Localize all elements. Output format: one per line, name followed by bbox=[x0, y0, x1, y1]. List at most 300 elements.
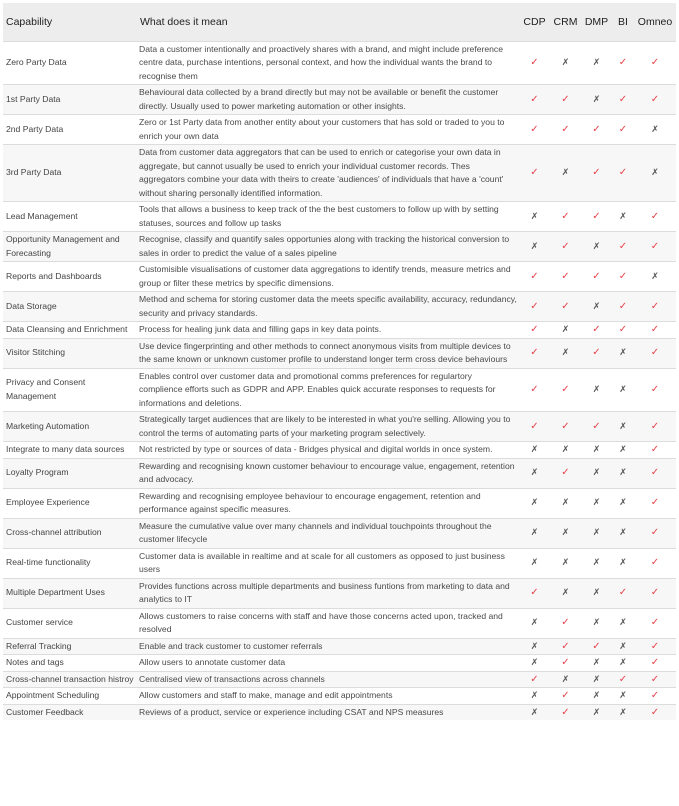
capability-name: Customer Feedback bbox=[3, 704, 137, 720]
table-row bbox=[3, 704, 676, 720]
cdp-cell bbox=[519, 85, 550, 115]
header-row bbox=[3, 3, 676, 41]
capability-description: Data from customer data aggregators that can be used to enrich or categorise your own data in aggregate, but cannot usually be used to enrich your individual customer records. Thes aggregators combine your data with theirs to create 'audiences' of individuals that have a 'count' without sharing personally identified information. bbox=[137, 145, 519, 202]
header-bi: BI bbox=[612, 3, 634, 41]
omneo-cell bbox=[634, 232, 676, 262]
dmp-cell bbox=[581, 202, 612, 232]
cdp-cell bbox=[519, 704, 550, 720]
capability-name: Cross-channel attribution bbox=[3, 518, 137, 548]
check-mark-icon: ✓ bbox=[650, 706, 660, 718]
crm-cell bbox=[550, 202, 581, 232]
omneo-cell bbox=[634, 322, 676, 339]
check-mark-icon: ✓ bbox=[530, 123, 539, 135]
omneo-cell bbox=[634, 145, 676, 202]
dmp-cell bbox=[581, 145, 612, 202]
cross-mark-icon: ✗ bbox=[592, 557, 601, 568]
omneo-cell bbox=[634, 85, 676, 115]
bi-cell bbox=[612, 442, 634, 459]
table-row bbox=[3, 338, 676, 368]
cross-mark-icon: ✗ bbox=[530, 617, 539, 628]
table-row bbox=[3, 578, 676, 608]
omneo-cell bbox=[634, 202, 676, 232]
capability-name: Referral Tracking bbox=[3, 638, 137, 655]
dmp-cell bbox=[581, 322, 612, 339]
capability-name: Opportunity Management and Forecasting bbox=[3, 232, 137, 262]
cross-mark-icon: ✗ bbox=[592, 57, 601, 67]
cdp-cell bbox=[519, 638, 550, 655]
cdp-cell bbox=[519, 145, 550, 202]
cross-mark-icon: ✗ bbox=[651, 270, 659, 281]
check-mark-icon: ✓ bbox=[650, 57, 660, 68]
capability-description: Centralised view of transactions across channels bbox=[137, 671, 519, 688]
cross-mark-icon: ✗ bbox=[592, 497, 601, 508]
check-mark-icon: ✓ bbox=[592, 210, 601, 222]
cross-mark-icon: ✗ bbox=[592, 673, 601, 684]
check-mark-icon: ✓ bbox=[592, 167, 601, 179]
omneo-cell bbox=[634, 488, 676, 518]
capability-name: 3rd Party Data bbox=[3, 145, 137, 202]
check-mark-icon: ✓ bbox=[650, 640, 660, 652]
table-row bbox=[3, 638, 676, 655]
crm-cell bbox=[550, 368, 581, 412]
cdp-cell bbox=[519, 518, 550, 548]
check-mark-icon: ✓ bbox=[650, 444, 660, 455]
cross-mark-icon: ✗ bbox=[592, 527, 601, 538]
dmp-cell bbox=[581, 338, 612, 368]
check-mark-icon: ✓ bbox=[650, 657, 660, 668]
capability-name: Customer service bbox=[3, 608, 137, 638]
check-mark-icon: ✓ bbox=[618, 324, 628, 335]
table-row bbox=[3, 671, 676, 688]
check-mark-icon: ✓ bbox=[561, 123, 570, 135]
check-mark-icon: ✓ bbox=[618, 167, 628, 179]
check-mark-icon: ✓ bbox=[650, 347, 660, 359]
check-mark-icon: ✓ bbox=[530, 673, 539, 685]
cross-mark-icon: ✗ bbox=[592, 444, 601, 454]
capability-name: Zero Party Data bbox=[3, 41, 137, 85]
cross-mark-icon: ✗ bbox=[561, 673, 570, 684]
cdp-cell bbox=[519, 41, 550, 85]
check-mark-icon: ✓ bbox=[530, 270, 539, 282]
capability-description: Rewarding and recognising employee behaviour to encourage engagement, retention and performance against specific measures. bbox=[137, 488, 519, 518]
cross-mark-icon: ✗ bbox=[530, 444, 539, 454]
table-row bbox=[3, 688, 676, 705]
capability-name: Multiple Department Uses bbox=[3, 578, 137, 608]
dmp-cell bbox=[581, 85, 612, 115]
cross-mark-icon: ✗ bbox=[530, 557, 539, 568]
crm-cell bbox=[550, 578, 581, 608]
check-mark-icon: ✓ bbox=[650, 467, 660, 479]
cross-mark-icon: ✗ bbox=[561, 557, 570, 568]
capability-name: Appointment Scheduling bbox=[3, 688, 137, 705]
crm-cell bbox=[550, 638, 581, 655]
crm-cell bbox=[550, 115, 581, 145]
capability-description: Strategically target audiences that are likely to be interested in what you're selling. Allowing you to control the terms of automating parts of your marketing program selectively. bbox=[137, 412, 519, 442]
capability-description: Allow customers and staff to make, manage and edit appointments bbox=[137, 688, 519, 705]
capability-description: Customer data is available in realtime and at scale for all customers as opposed to just business users bbox=[137, 548, 519, 578]
cross-mark-icon: ✗ bbox=[592, 690, 601, 700]
dmp-cell bbox=[581, 608, 612, 638]
cross-mark-icon: ✗ bbox=[530, 210, 539, 221]
check-mark-icon: ✓ bbox=[592, 347, 601, 359]
comparison-table-container bbox=[3, 3, 676, 720]
omneo-cell bbox=[634, 412, 676, 442]
cdp-cell bbox=[519, 688, 550, 705]
table-header bbox=[3, 3, 676, 41]
cdp-cell bbox=[519, 322, 550, 339]
check-mark-icon: ✓ bbox=[561, 384, 570, 395]
capability-comparison-table bbox=[3, 3, 676, 720]
capability-description: Rewarding and recognising known customer behaviour to encourage value, engagement, retention and advocacy. bbox=[137, 458, 519, 488]
bi-cell bbox=[612, 412, 634, 442]
crm-cell bbox=[550, 548, 581, 578]
dmp-cell bbox=[581, 115, 612, 145]
capability-description: Zero or 1st Party data from another entity about your customers that has sold or traded to you to enrich your own data bbox=[137, 115, 519, 145]
check-mark-icon: ✓ bbox=[618, 673, 628, 685]
capability-description: Allow users to annotate customer data bbox=[137, 655, 519, 672]
cdp-cell bbox=[519, 368, 550, 412]
capability-description: Reviews of a product, service or experience including CSAT and NPS measures bbox=[137, 704, 519, 720]
check-mark-icon: ✓ bbox=[561, 270, 570, 282]
cdp-cell bbox=[519, 292, 550, 322]
omneo-cell bbox=[634, 368, 676, 412]
check-mark-icon: ✓ bbox=[530, 347, 539, 359]
omneo-cell bbox=[634, 41, 676, 85]
capability-description: Recognise, classify and quantify sales opportunies along with tracking the historical conversion to sales in order to predict the value of a sales pipeline bbox=[137, 232, 519, 262]
cross-mark-icon: ✗ bbox=[561, 57, 570, 67]
cross-mark-icon: ✗ bbox=[651, 123, 659, 134]
cross-mark-icon: ✗ bbox=[561, 527, 570, 538]
bi-cell bbox=[612, 145, 634, 202]
capability-name: Lead Management bbox=[3, 202, 137, 232]
check-mark-icon: ✓ bbox=[561, 690, 570, 701]
check-mark-icon: ✓ bbox=[561, 657, 570, 668]
capability-description: Not restricted by type or sources of data - Bridges physical and digital worlds in once system. bbox=[137, 442, 519, 459]
check-mark-icon: ✓ bbox=[592, 420, 601, 432]
dmp-cell bbox=[581, 655, 612, 672]
check-mark-icon: ✓ bbox=[650, 617, 660, 629]
check-mark-icon: ✓ bbox=[561, 706, 570, 718]
cross-mark-icon: ✗ bbox=[561, 587, 570, 598]
capability-description: Use device fingerprinting and other methods to connect anonymous visits from multiple devices to the same known or unknown customer profile to understand longer term cross device behaviours bbox=[137, 338, 519, 368]
cross-mark-icon: ✗ bbox=[619, 384, 627, 394]
table-row bbox=[3, 202, 676, 232]
header-dmp: DMP bbox=[581, 3, 612, 41]
table-row bbox=[3, 145, 676, 202]
capability-name: Visitor Stitching bbox=[3, 338, 137, 368]
bi-cell bbox=[612, 671, 634, 688]
check-mark-icon: ✓ bbox=[592, 270, 601, 282]
omneo-cell bbox=[634, 578, 676, 608]
cross-mark-icon: ✗ bbox=[561, 347, 570, 358]
dmp-cell bbox=[581, 442, 612, 459]
bi-cell bbox=[612, 608, 634, 638]
header-cdp: CDP bbox=[519, 3, 550, 41]
capability-name: Privacy and Consent Management bbox=[3, 368, 137, 412]
crm-cell bbox=[550, 671, 581, 688]
cross-mark-icon: ✗ bbox=[592, 93, 601, 104]
table-row bbox=[3, 518, 676, 548]
header-capability: Capability bbox=[3, 3, 137, 41]
capability-description: Behavioural data collected by a brand directly but may not be available or benefit the customer directly. Usually used to power marketing automation or other insights. bbox=[137, 85, 519, 115]
table-row bbox=[3, 232, 676, 262]
check-mark-icon: ✓ bbox=[650, 557, 660, 569]
check-mark-icon: ✓ bbox=[530, 300, 539, 312]
table-body bbox=[3, 41, 676, 720]
capability-description: Measure the cumulative value over many channels and individual touchpoints throughout the customer lifecycle bbox=[137, 518, 519, 548]
dmp-cell bbox=[581, 638, 612, 655]
check-mark-icon: ✓ bbox=[561, 617, 570, 629]
capability-name: Data Storage bbox=[3, 292, 137, 322]
check-mark-icon: ✓ bbox=[530, 167, 539, 179]
capability-name: Real-time functionality bbox=[3, 548, 137, 578]
crm-cell bbox=[550, 458, 581, 488]
check-mark-icon: ✓ bbox=[618, 93, 628, 105]
omneo-cell bbox=[634, 655, 676, 672]
capability-name: Reports and Dashboards bbox=[3, 262, 137, 292]
cross-mark-icon: ✗ bbox=[530, 640, 539, 651]
bi-cell bbox=[612, 518, 634, 548]
bi-cell bbox=[612, 548, 634, 578]
cross-mark-icon: ✗ bbox=[530, 706, 539, 717]
check-mark-icon: ✓ bbox=[650, 300, 660, 312]
cross-mark-icon: ✗ bbox=[619, 640, 627, 651]
table-row bbox=[3, 608, 676, 638]
capability-description: Method and schema for storing customer data the meets specific availability, accuracy, redundancy, security and privacy standards. bbox=[137, 292, 519, 322]
dmp-cell bbox=[581, 578, 612, 608]
capability-name: Cross-channel transaction histroy bbox=[3, 671, 137, 688]
cdp-cell bbox=[519, 202, 550, 232]
omneo-cell bbox=[634, 548, 676, 578]
check-mark-icon: ✓ bbox=[530, 587, 539, 599]
cross-mark-icon: ✗ bbox=[561, 324, 570, 334]
cross-mark-icon: ✗ bbox=[651, 167, 659, 178]
header-meaning: What does it mean bbox=[137, 3, 519, 41]
check-mark-icon: ✓ bbox=[592, 640, 601, 652]
crm-cell bbox=[550, 85, 581, 115]
table-row bbox=[3, 442, 676, 459]
cross-mark-icon: ✗ bbox=[530, 497, 539, 508]
omneo-cell bbox=[634, 338, 676, 368]
check-mark-icon: ✓ bbox=[530, 93, 539, 105]
omneo-cell bbox=[634, 518, 676, 548]
table-row bbox=[3, 262, 676, 292]
cdp-cell bbox=[519, 671, 550, 688]
capability-name: Integrate to many data sources bbox=[3, 442, 137, 459]
bi-cell bbox=[612, 578, 634, 608]
omneo-cell bbox=[634, 262, 676, 292]
table-row bbox=[3, 41, 676, 85]
cross-mark-icon: ✗ bbox=[619, 690, 627, 700]
capability-name: 1st Party Data bbox=[3, 85, 137, 115]
bi-cell bbox=[612, 458, 634, 488]
crm-cell bbox=[550, 262, 581, 292]
crm-cell bbox=[550, 292, 581, 322]
check-mark-icon: ✓ bbox=[618, 57, 628, 68]
capability-description: Allows customers to raise concerns with staff and have those concerns acted upon, tracked and resolved bbox=[137, 608, 519, 638]
check-mark-icon: ✓ bbox=[650, 384, 660, 395]
crm-cell bbox=[550, 518, 581, 548]
cross-mark-icon: ✗ bbox=[619, 467, 627, 478]
capability-description: Process for healing junk data and filling gaps in key data points. bbox=[137, 322, 519, 339]
dmp-cell bbox=[581, 458, 612, 488]
cross-mark-icon: ✗ bbox=[619, 347, 627, 358]
omneo-cell bbox=[634, 688, 676, 705]
omneo-cell bbox=[634, 608, 676, 638]
dmp-cell bbox=[581, 548, 612, 578]
check-mark-icon: ✓ bbox=[650, 420, 660, 432]
cross-mark-icon: ✗ bbox=[619, 557, 627, 568]
cdp-cell bbox=[519, 115, 550, 145]
cross-mark-icon: ✗ bbox=[619, 497, 627, 508]
bi-cell bbox=[612, 85, 634, 115]
omneo-cell bbox=[634, 115, 676, 145]
omneo-cell bbox=[634, 671, 676, 688]
bi-cell bbox=[612, 638, 634, 655]
table-row bbox=[3, 488, 676, 518]
cdp-cell bbox=[519, 262, 550, 292]
bi-cell bbox=[612, 232, 634, 262]
cdp-cell bbox=[519, 488, 550, 518]
cross-mark-icon: ✗ bbox=[619, 617, 627, 628]
bi-cell bbox=[612, 202, 634, 232]
cross-mark-icon: ✗ bbox=[619, 527, 627, 538]
table-row bbox=[3, 655, 676, 672]
dmp-cell bbox=[581, 232, 612, 262]
check-mark-icon: ✓ bbox=[530, 57, 539, 68]
dmp-cell bbox=[581, 704, 612, 720]
header-crm: CRM bbox=[550, 3, 581, 41]
check-mark-icon: ✓ bbox=[561, 93, 570, 105]
cross-mark-icon: ✗ bbox=[592, 617, 601, 628]
check-mark-icon: ✓ bbox=[618, 240, 628, 252]
check-mark-icon: ✓ bbox=[618, 270, 628, 282]
omneo-cell bbox=[634, 292, 676, 322]
check-mark-icon: ✓ bbox=[530, 420, 539, 432]
capability-name: Employee Experience bbox=[3, 488, 137, 518]
bi-cell bbox=[612, 41, 634, 85]
bi-cell bbox=[612, 704, 634, 720]
cross-mark-icon: ✗ bbox=[561, 444, 570, 454]
capability-description: Data a customer intentionally and proactively shares with a brand, and might include preference centre data, purchase intentions, personal context, and how the individual wants the brand to recognise them bbox=[137, 41, 519, 85]
crm-cell bbox=[550, 655, 581, 672]
omneo-cell bbox=[634, 458, 676, 488]
bi-cell bbox=[612, 338, 634, 368]
capability-name: Loyalty Program bbox=[3, 458, 137, 488]
cross-mark-icon: ✗ bbox=[592, 300, 601, 311]
cross-mark-icon: ✗ bbox=[530, 657, 539, 667]
capability-name: Marketing Automation bbox=[3, 412, 137, 442]
check-mark-icon: ✓ bbox=[650, 93, 660, 105]
capability-name: 2nd Party Data bbox=[3, 115, 137, 145]
omneo-cell bbox=[634, 704, 676, 720]
dmp-cell bbox=[581, 688, 612, 705]
cross-mark-icon: ✗ bbox=[619, 706, 627, 717]
bi-cell bbox=[612, 655, 634, 672]
check-mark-icon: ✓ bbox=[618, 587, 628, 599]
table-row bbox=[3, 115, 676, 145]
cross-mark-icon: ✗ bbox=[530, 467, 539, 478]
cross-mark-icon: ✗ bbox=[592, 384, 601, 394]
dmp-cell bbox=[581, 262, 612, 292]
check-mark-icon: ✓ bbox=[530, 324, 539, 335]
bi-cell bbox=[612, 115, 634, 145]
cross-mark-icon: ✗ bbox=[592, 706, 601, 717]
cdp-cell bbox=[519, 608, 550, 638]
omneo-cell bbox=[634, 638, 676, 655]
check-mark-icon: ✓ bbox=[618, 300, 628, 312]
table-row bbox=[3, 292, 676, 322]
bi-cell bbox=[612, 292, 634, 322]
capability-description: Enable and track customer to customer referrals bbox=[137, 638, 519, 655]
bi-cell bbox=[612, 262, 634, 292]
check-mark-icon: ✓ bbox=[561, 467, 570, 479]
dmp-cell bbox=[581, 368, 612, 412]
check-mark-icon: ✓ bbox=[650, 690, 660, 701]
capability-name: Notes and tags bbox=[3, 655, 137, 672]
capability-description: Tools that allows a business to keep track of the the best customers to follow up with by setting statuses, sources and follow up tasks bbox=[137, 202, 519, 232]
table-row bbox=[3, 85, 676, 115]
cdp-cell bbox=[519, 655, 550, 672]
cdp-cell bbox=[519, 578, 550, 608]
dmp-cell bbox=[581, 292, 612, 322]
cross-mark-icon: ✗ bbox=[592, 467, 601, 478]
bi-cell bbox=[612, 322, 634, 339]
check-mark-icon: ✓ bbox=[561, 240, 570, 252]
cross-mark-icon: ✗ bbox=[561, 167, 570, 178]
cross-mark-icon: ✗ bbox=[619, 444, 627, 454]
crm-cell bbox=[550, 688, 581, 705]
omneo-cell bbox=[634, 442, 676, 459]
table-row bbox=[3, 458, 676, 488]
check-mark-icon: ✓ bbox=[530, 384, 539, 395]
cdp-cell bbox=[519, 442, 550, 459]
cross-mark-icon: ✗ bbox=[592, 587, 601, 598]
dmp-cell bbox=[581, 412, 612, 442]
bi-cell bbox=[612, 368, 634, 412]
check-mark-icon: ✓ bbox=[561, 420, 570, 432]
check-mark-icon: ✓ bbox=[650, 587, 660, 599]
cdp-cell bbox=[519, 458, 550, 488]
crm-cell bbox=[550, 608, 581, 638]
crm-cell bbox=[550, 145, 581, 202]
crm-cell bbox=[550, 412, 581, 442]
capability-description: Enables control over customer data and promotional comms preferences for regulartory complience efforts such as GDPR and APP. Enables quick accurate responses to requests for informations and deletions. bbox=[137, 368, 519, 412]
cdp-cell bbox=[519, 548, 550, 578]
cdp-cell bbox=[519, 232, 550, 262]
check-mark-icon: ✓ bbox=[592, 324, 601, 335]
check-mark-icon: ✓ bbox=[650, 497, 660, 509]
cross-mark-icon: ✗ bbox=[619, 657, 627, 667]
table-row bbox=[3, 322, 676, 339]
cross-mark-icon: ✗ bbox=[561, 497, 570, 508]
crm-cell bbox=[550, 322, 581, 339]
bi-cell bbox=[612, 688, 634, 705]
header-omneo: Omneo bbox=[634, 3, 676, 41]
table-row bbox=[3, 368, 676, 412]
cdp-cell bbox=[519, 338, 550, 368]
cross-mark-icon: ✗ bbox=[530, 527, 539, 538]
dmp-cell bbox=[581, 488, 612, 518]
crm-cell bbox=[550, 488, 581, 518]
crm-cell bbox=[550, 442, 581, 459]
table-row bbox=[3, 412, 676, 442]
check-mark-icon: ✓ bbox=[592, 123, 601, 135]
dmp-cell bbox=[581, 518, 612, 548]
cross-mark-icon: ✗ bbox=[619, 210, 627, 221]
table-row bbox=[3, 548, 676, 578]
check-mark-icon: ✓ bbox=[618, 123, 628, 135]
